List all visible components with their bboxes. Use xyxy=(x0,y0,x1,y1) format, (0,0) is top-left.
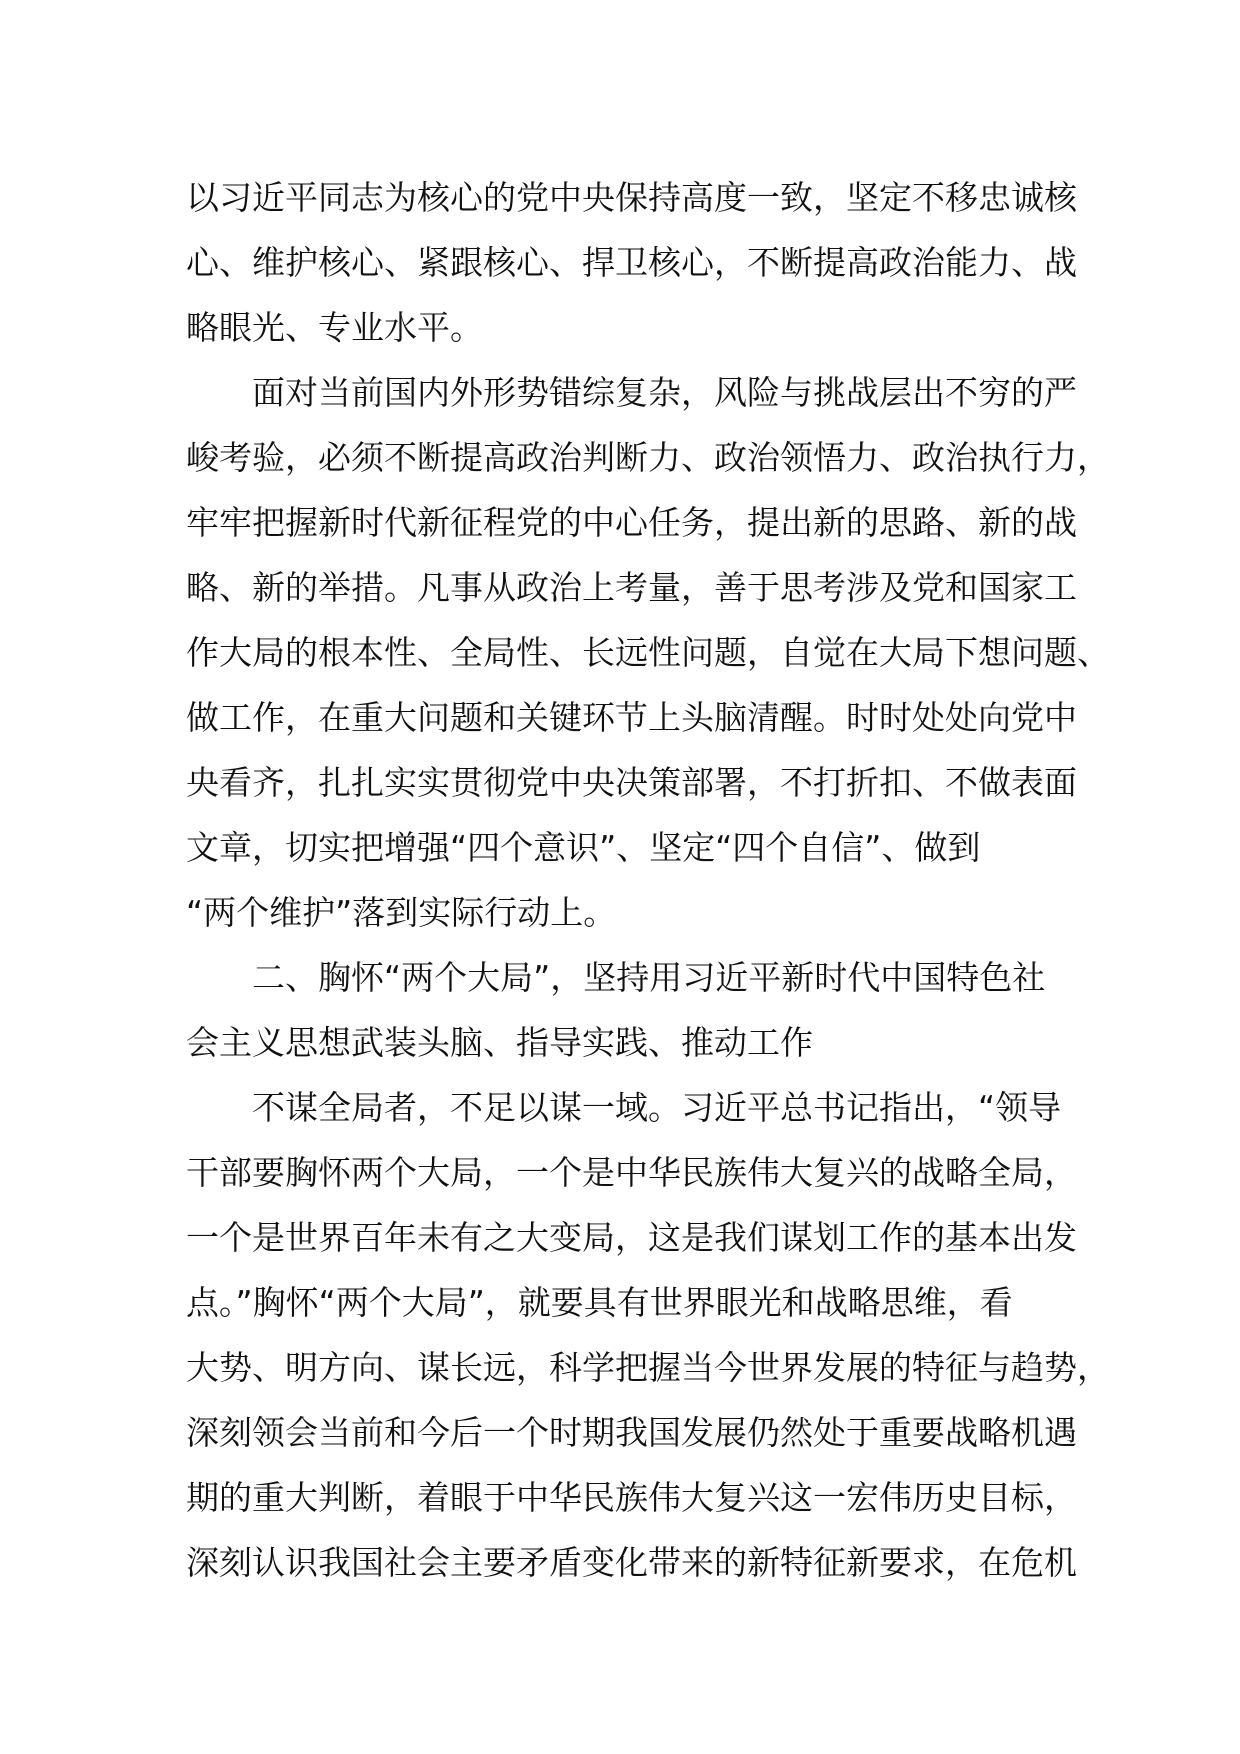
text-line: 干部要胸怀两个大局，一个是中华民族伟大复兴的战略全局， xyxy=(186,1153,1077,1192)
section-heading-line: 会主义思想武装头脑、指导实践、推动工作 xyxy=(186,1023,813,1062)
text-line: 心、维护核心、紧跟核心、捍卫核心，不断提高政治能力、战 xyxy=(186,243,1077,282)
text-line: 做工作，在重大问题和关键环节上头脑清醒。时时处处向党中 xyxy=(186,698,1077,737)
text-line: 文章，切实把增强“四个意识”、坚定“四个自信”、做到 xyxy=(186,828,981,867)
text-line: 牢牢把握新时代新征程党的中心任务，提出新的思路、新的战 xyxy=(186,503,1077,542)
text-line: 略、新的举措。凡事从政治上考量，善于思考涉及党和国家工 xyxy=(186,568,1077,607)
text-line: “两个维护”落到实际行动上。 xyxy=(186,893,617,932)
text-line: 一个是世界百年未有之大变局，这是我们谋划工作的基本出发 xyxy=(186,1218,1077,1257)
text-line: 峻考验，必须不断提高政治判断力、政治领悟力、政治执行力， xyxy=(186,438,1110,477)
section-heading-line: 二、胸怀“两个大局”，坚持用习近平新时代中国特色社 xyxy=(252,958,1046,997)
text-line: 期的重大判断，着眼于中华民族伟大复兴这一宏伟历史目标， xyxy=(186,1478,1077,1517)
text-line: 作大局的根本性、全局性、长远性问题，自觉在大局下想问题、 xyxy=(186,633,1110,672)
paragraph-start-line: 面对当前国内外形势错综复杂，风险与挑战层出不穷的严 xyxy=(252,373,1077,412)
text-line: 点。”胸怀“两个大局”，就要具有世界眼光和战略思维，看 xyxy=(186,1283,1013,1322)
text-line: 央看齐，扎扎实实贯彻党中央决策部署，不打折扣、不做表面 xyxy=(186,763,1077,802)
body-text xyxy=(186,165,1110,1595)
paragraph-start-line: 不谋全局者，不足以谋一域。习近平总书记指出，“领导 xyxy=(252,1088,1062,1127)
text-line: 以习近平同志为核心的党中央保持高度一致，坚定不移忠诚核 xyxy=(186,178,1077,217)
text-line: 大势、明方向、谋长远，科学把握当今世界发展的特征与趋势， xyxy=(186,1348,1110,1387)
text-line: 深刻认识我国社会主要矛盾变化带来的新特征新要求，在危机 xyxy=(186,1543,1077,1582)
text-line: 深刻领会当前和今后一个时期我国发展仍然处于重要战略机遇 xyxy=(186,1413,1077,1452)
text-line: 略眼光、专业水平。 xyxy=(186,308,483,347)
